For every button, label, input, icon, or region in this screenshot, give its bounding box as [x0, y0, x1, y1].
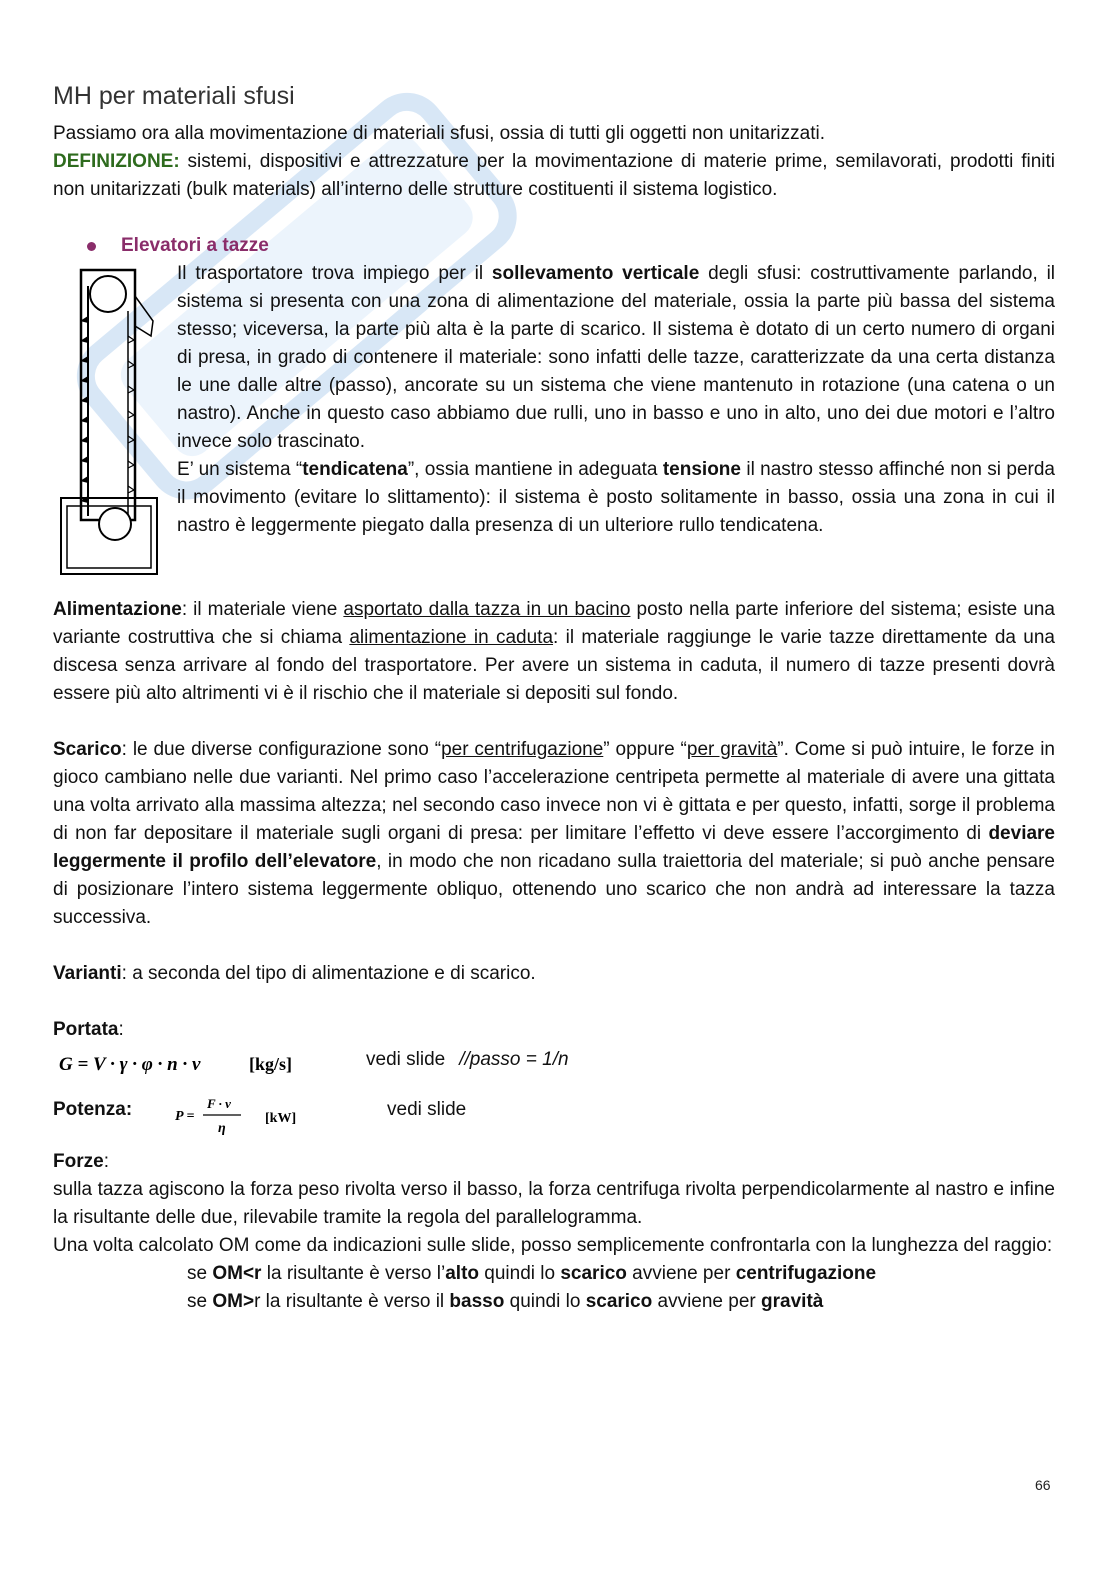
bold-run: gravità: [761, 1291, 824, 1312]
document-page: [53, 80, 1055, 1316]
scarico-paragraph: [53, 736, 1055, 932]
portata-heading: [53, 1016, 1055, 1044]
text-run: : a seconda del tipo di alimentazione e di scarico.: [121, 963, 536, 984]
definition-label: DEFINIZIONE:: [53, 151, 180, 172]
bold-run: tendicatena: [302, 459, 408, 480]
underlined-run: alimentazione in caduta: [349, 627, 554, 648]
text-run: se: [187, 1263, 213, 1284]
portata-formula-row: [53, 1044, 1055, 1084]
potenza-formula: [171, 1088, 371, 1142]
potenza-lhs: P =: [175, 1109, 195, 1124]
elevator-section: [53, 260, 1055, 580]
text-run: Il trasportatore trova impiego per il: [177, 263, 492, 284]
bullet-dot-icon: [87, 242, 96, 251]
forze-heading: [53, 1148, 1055, 1176]
potenza-note: vedi slide: [387, 1099, 467, 1120]
potenza-numerator: F · v: [207, 1096, 231, 1111]
text-run: :: [118, 1019, 124, 1040]
text-run: :: [103, 1151, 109, 1172]
scarico-label: Scarico: [53, 739, 122, 760]
portata-note: [366, 1046, 569, 1074]
text-run: ”. Come si può intuire, le forze in gioco cambiano nelle due varianti. Nel primo caso l’accelerazione centripeta permette al materiale di avere una gittata una volta arrivato alla massima altezza; nel secondo caso invece non vi è gittata e per questo, infatti, sorge il problema di non far depositare il materiale sugli organi di presa: per limitare l’effetto vi deve essere l’accorgimento di: [53, 739, 1055, 844]
elevator-description: [177, 260, 1055, 540]
text-run: ”, ossia mantiene in adeguata: [407, 459, 663, 480]
bold-run: scarico: [585, 1291, 653, 1312]
bold-run: centrifugazione: [735, 1263, 877, 1284]
bold-run: OM<r: [212, 1263, 262, 1284]
text-run: : il materiale raggiunge le varie tazze direttamente da una discesa senza arrivare al fondo del trasportatore. Per avere un sistema in caduta, il numero di tazze presenti dovrà essere più alto altrimenti vi è il rischio che il materiale si depositi sul fondo.: [53, 627, 1055, 704]
forze-label: Forze: [53, 1151, 104, 1172]
text-run: quindi lo: [504, 1291, 586, 1312]
bold-run: alto: [445, 1263, 479, 1284]
text-run: , in modo che non ricadano sulla traiettoria del materiale; si può anche pensare di posizionare l’intero sistema leggermente obliquo, ottenendo uno scarico che non andrà ad interessare la tazza successiva.: [53, 851, 1056, 928]
varianti-label: Varianti: [53, 963, 122, 984]
bullet-label: Elevatori a tazze: [121, 235, 269, 256]
text-run: la risultante è verso l’: [261, 1263, 446, 1284]
text-run: posto nella parte inferiore del sistema; esiste una variante costruttiva che si chiama: [53, 599, 1056, 648]
potenza-label: Potenza:: [53, 1099, 133, 1120]
condition-gravita: [53, 1288, 1055, 1316]
portata-formula-text: G = V · γ · φ · n · v: [59, 1054, 201, 1075]
bold-run: deviare leggermente il profilo dell’elevatore: [53, 823, 1055, 872]
bold-run: scarico: [560, 1263, 627, 1284]
definition-text: sistemi, dispositivi e attrezzature per la movimentazione di materie prime, semilavorati, prodotti finiti non unitarizzati (bulk materials) all’interno delle strutture costituenti il sistema logistico.: [53, 151, 1055, 200]
bucket-elevator-diagram-icon: [53, 266, 161, 576]
text-run: r la risultante è verso il: [254, 1291, 450, 1312]
potenza-unit: [kW]: [265, 1111, 297, 1126]
bullet-item: [53, 232, 1055, 260]
italic-run: //passo = 1/n: [459, 1049, 569, 1070]
text-run: degli sfusi: costruttivamente parlando, il sistema si presenta con una zona di alimentazione del materiale, ossia la parte più bassa del sistema stesso; viceversa, la parte più alta è la parte di scarico. Il sistema è dotato di un certo numero di organi di presa, in grado di contenere il materiale: sono infatti delle tazze, caratterizzate da una certa distanza le une dalle altre (passo), ancorate su un sistema che viene mantenuto in rotazione (una catena o un nastro). Anche in questo caso abbiamo due rulli, uno in basso e uno in alto, uno dei due motori e l’altro invece solo trascinato.: [177, 263, 1056, 452]
page-number: 66: [1035, 1477, 1051, 1493]
portata-label: Portata: [53, 1019, 119, 1040]
varianti-paragraph: [53, 960, 1055, 988]
text-run: quindi lo: [479, 1263, 561, 1284]
condition-centrifugazione: [53, 1260, 1055, 1288]
text-run: ” oppure “: [603, 739, 687, 760]
text-run: il nastro stesso affinché non si perda il movimento (evitare lo slittamento): il sistema è posto solitamente in basso, ossia una zona in cui il nastro è leggermente piegato dalla presenza di un ulteriore rullo tendicatena.: [177, 459, 1055, 536]
forze-paragraph-2: Una volta calcolato OM come da indicazioni sulle slide, posso semplicemente confrontarla con la lunghezza del raggio:: [53, 1235, 1053, 1256]
text-run: avviene per: [626, 1263, 736, 1284]
bold-run: tensione: [662, 459, 741, 480]
underlined-run: per centrifugazione: [441, 739, 604, 760]
text-run: : il materiale viene: [181, 599, 344, 620]
page-title: MH per materiali sfusi: [53, 82, 295, 110]
definition-paragraph: [53, 148, 1055, 204]
potenza-row: [53, 1088, 1055, 1144]
underlined-run: per gravità: [686, 739, 778, 760]
potenza-denominator: η: [218, 1121, 226, 1136]
portata-unit: [kg/s]: [249, 1054, 293, 1074]
bold-run: basso: [449, 1291, 505, 1312]
text-run: E’ un sistema “: [177, 459, 303, 480]
alimentazione-paragraph: [53, 596, 1055, 708]
bold-run: OM>: [212, 1291, 255, 1312]
portata-formula: [53, 1050, 313, 1080]
text-run: se: [187, 1291, 213, 1312]
alimentazione-label: Alimentazione: [53, 599, 182, 620]
bold-run: sollevamento verticale: [491, 263, 700, 284]
underlined-run: asportato dalla tazza in un bacino: [343, 599, 631, 620]
text-run: avviene per: [652, 1291, 762, 1312]
text-run: : le due diverse configurazione sono “: [121, 739, 442, 760]
forze-paragraph-1: sulla tazza agiscono la forza peso rivolta verso il basso, la forza centrifuga rivolta perpendicolarmente al nastro e infine la risultante delle due, rilevabile tramite la regola del parallelogramma.: [53, 1179, 1055, 1228]
intro-paragraph: Passiamo ora alla movimentazione di materiali sfusi, ossia di tutti gli oggetti non unitarizzati.: [53, 123, 825, 144]
text-run: vedi slide: [366, 1049, 446, 1070]
